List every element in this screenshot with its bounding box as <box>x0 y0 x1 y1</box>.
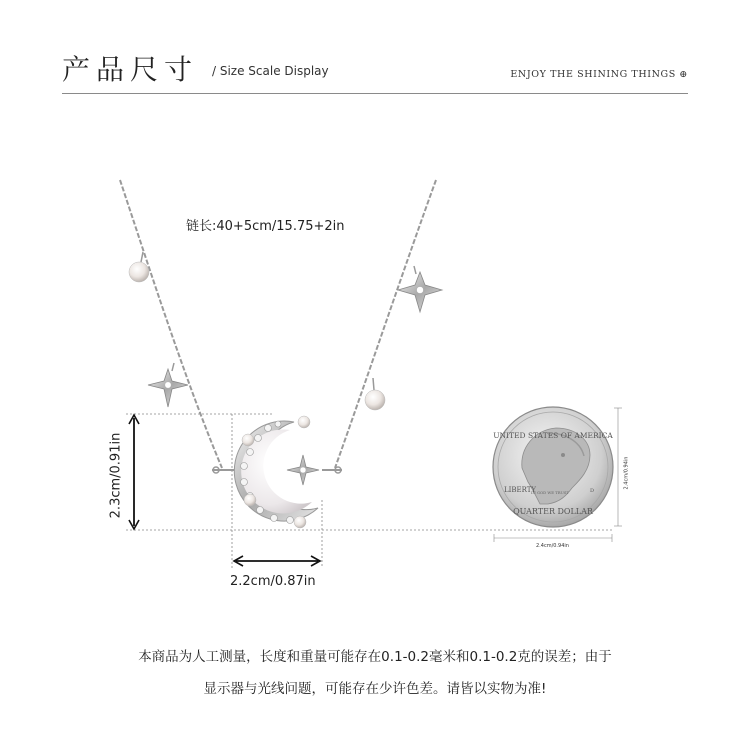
coin-bottom-text: QUARTER DOLLAR <box>513 507 593 516</box>
coin-liberty-text: LIBERTY <box>503 486 537 494</box>
coin-height-label: 2.4cm/0.94in <box>623 456 630 489</box>
coin-height-label-wrap <box>619 450 633 495</box>
left-star-charm <box>148 363 188 407</box>
disclaimer-line-1: 本商品为人工测量，长度和重量可能存在0.1-0.2毫米和0.1-0.2克的误差；由于 <box>138 649 612 665</box>
right-star-charm <box>398 266 442 312</box>
brand-tagline: ENJOY THE SHINING THINGS ⊕ <box>510 69 688 80</box>
moon-pendant <box>212 416 342 528</box>
page-subtitle: / Size Scale Display <box>212 64 329 78</box>
coin-width-label: 2.4cm/0.94in <box>536 543 569 549</box>
coin-mint-mark: D <box>589 488 595 494</box>
disclaimer-line-2: 显示器与光线问题，可能存在少许色差。请皆以实物为准! <box>203 681 547 697</box>
page-title: 产品尺寸 <box>62 53 199 86</box>
pendant-height-label-wrap <box>106 420 126 530</box>
right-pearl-charm <box>365 378 385 410</box>
coin-motto-text: IN GOD WE TRUST <box>530 490 570 495</box>
pendant-width-label: 2.2cm/0.87in <box>230 574 316 589</box>
coin-top-text: UNITED STATES OF AMERICA <box>493 431 613 440</box>
pendant-height-label: 2.3cm/0.91in <box>108 432 124 518</box>
chain-length-label: 链长:40+5cm/15.75+2in <box>186 219 345 234</box>
